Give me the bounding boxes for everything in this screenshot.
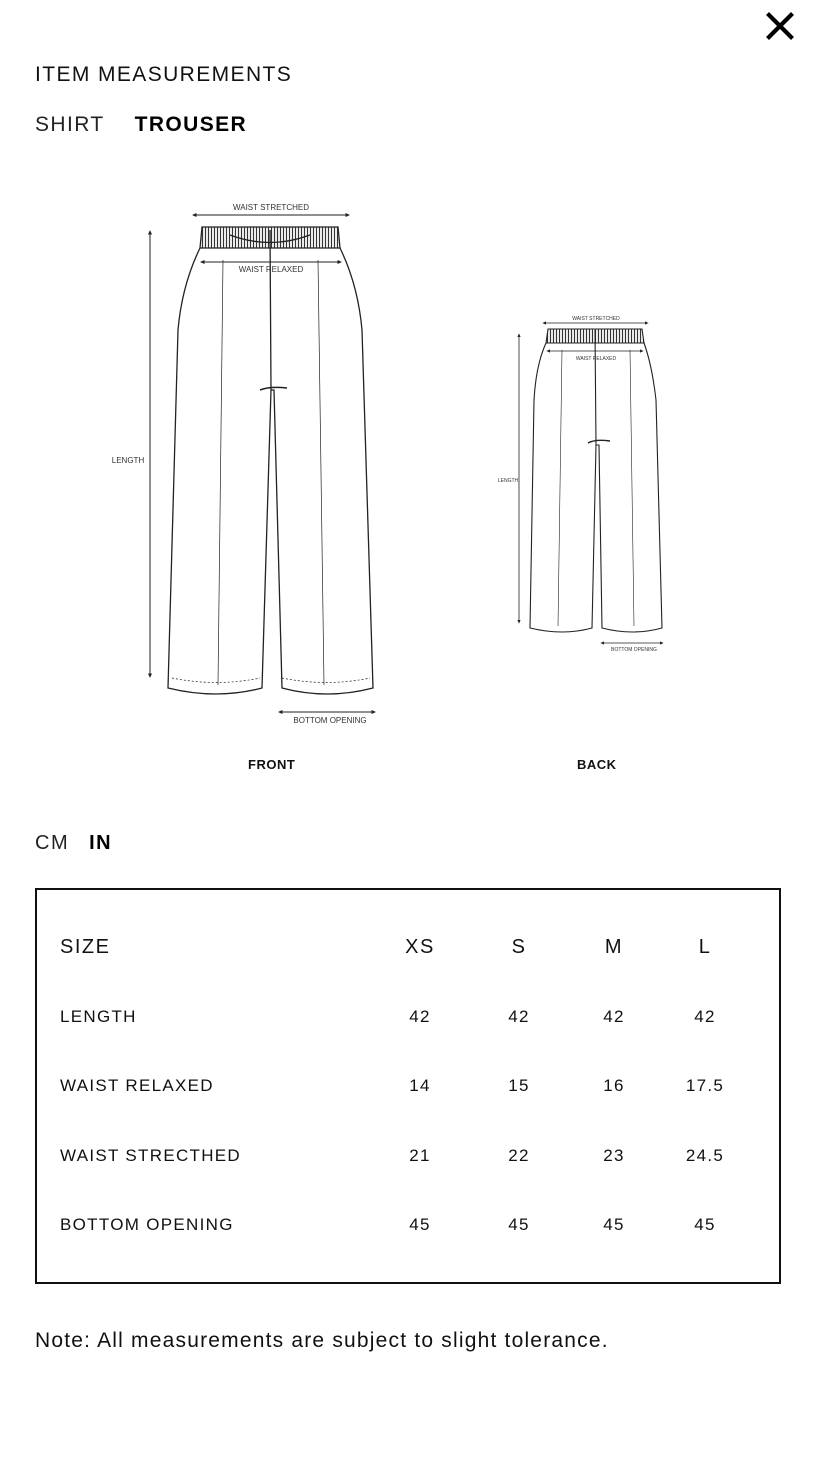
unit-tab-cm[interactable]: CM bbox=[35, 832, 70, 854]
front-caption: FRONT bbox=[248, 757, 296, 772]
row-label: WAIST STRECTHED bbox=[60, 1145, 242, 1165]
cell-value: 16 bbox=[603, 1076, 625, 1096]
table-row bbox=[60, 1191, 760, 1261]
cell-value: 45 bbox=[603, 1215, 625, 1235]
row-label: LENGTH bbox=[60, 1006, 137, 1026]
table-header-row bbox=[60, 912, 760, 982]
close-icon bbox=[766, 12, 794, 40]
cell-value: 45 bbox=[694, 1215, 716, 1235]
front-label-bottom-opening: BOTTOM OPENING bbox=[293, 716, 367, 725]
cell-value: 42 bbox=[603, 1006, 625, 1026]
tab-shirt[interactable]: SHIRT bbox=[35, 113, 105, 136]
cell-value: 15 bbox=[508, 1076, 530, 1096]
trouser-illustration bbox=[90, 190, 770, 790]
front-label-waist-stretched: WAIST STRETCHED bbox=[232, 203, 310, 212]
header-xs: XS bbox=[405, 935, 435, 958]
cell-value: 24.5 bbox=[685, 1145, 725, 1165]
measurements-table bbox=[60, 912, 760, 1260]
table-row bbox=[60, 982, 760, 1052]
cell-value: 22 bbox=[508, 1145, 530, 1165]
back-label-length: LENGTH bbox=[497, 478, 519, 484]
cell-value: 17.5 bbox=[685, 1076, 725, 1096]
cell-value: 45 bbox=[409, 1215, 431, 1235]
back-label-waist-relaxed: WAIST RELAXED bbox=[575, 356, 617, 362]
modal-title: ITEM MEASUREMENTS bbox=[35, 63, 293, 86]
cell-value: 42 bbox=[409, 1006, 431, 1026]
header-size: SIZE bbox=[60, 935, 111, 958]
front-label-waist-relaxed: WAIST RELAXED bbox=[238, 265, 304, 274]
unit-tabs bbox=[35, 832, 112, 855]
front-label-length: LENGTH bbox=[111, 456, 145, 465]
cell-value: 14 bbox=[409, 1076, 431, 1096]
row-label: BOTTOM OPENING bbox=[60, 1215, 234, 1235]
close-button[interactable] bbox=[762, 8, 798, 44]
cell-value: 45 bbox=[508, 1215, 530, 1235]
back-caption: BACK bbox=[577, 757, 617, 772]
garment-tabs bbox=[35, 113, 247, 137]
header-s: S bbox=[511, 935, 527, 958]
header-l: L bbox=[698, 935, 712, 958]
front-view bbox=[150, 215, 374, 712]
tolerance-note: Note: All measurements are subject to slight tolerance. bbox=[35, 1329, 609, 1352]
header-m: M bbox=[604, 935, 624, 958]
unit-tab-in[interactable]: IN bbox=[89, 832, 113, 854]
row-label: WAIST RELAXED bbox=[60, 1076, 214, 1096]
back-view bbox=[519, 323, 662, 643]
cell-value: 42 bbox=[694, 1006, 716, 1026]
cell-value: 42 bbox=[508, 1006, 530, 1026]
back-label-waist-stretched: WAIST STRETCHED bbox=[572, 316, 620, 322]
back-label-bottom-opening: BOTTOM OPENING bbox=[611, 647, 657, 653]
measurements-table-container bbox=[35, 888, 781, 1284]
cell-value: 23 bbox=[603, 1145, 625, 1165]
tab-trouser[interactable]: TROUSER bbox=[134, 113, 248, 136]
table-row bbox=[60, 1121, 760, 1191]
cell-value: 21 bbox=[409, 1145, 431, 1165]
table-row bbox=[60, 1052, 760, 1122]
